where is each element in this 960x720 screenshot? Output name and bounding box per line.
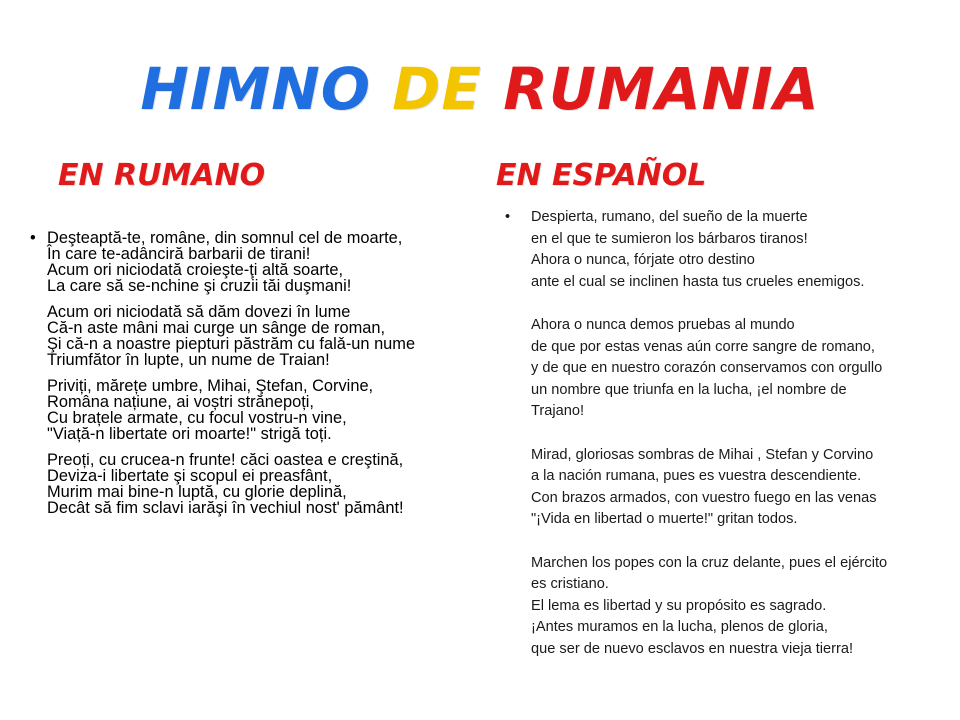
spanish-stanza-4: Marchen los popes con la cruz delante, pues el ejército es cristiano. El lema es libertad y su propósito es sagrado. ¡Antes muramos en la lucha, plenos de gloria, que ser de nuevo esclavos en nuestra vieja tierra! [531, 554, 888, 657]
spanish-lyrics-item [505, 207, 945, 660]
bullet-icon: • [30, 229, 36, 247]
romanian-stanza-1: Deşteaptă-te, române, din somnul cel de moarte, În care te-adânciră barbarii de tirani! Acum ori niciodată croieşte-ţi altă soarte, La care să se-nchine şi cruzii tăi duşmani! [47, 229, 403, 295]
title-word-rumania: RUMANIA [503, 55, 820, 123]
spanish-stanza-3: Mirad, gloriosas sombras de Mihai , Stefan y Corvino a la nación rumana, pues es vuestra descendiente. Con brazos armados, con vuestro fuego en las venas "¡Vida en libertad o muerte!" gritan todos. [531, 446, 877, 528]
bullet-icon: • [505, 209, 511, 225]
spanish-stanza-2: Ahora o nunca demos pruebas al mundo de que por estas venas aún corre sangre de romano, y de que en nuestro corazón conservamos con orgullo un nombre que triunfa en la lucha, ¡el nombre de Trajano! [531, 316, 883, 420]
title-word-himno: HIMNO [140, 55, 372, 123]
title-word-de: DE [392, 55, 483, 123]
romanian-stanza-3: Priviți, mărețe umbre, Mihai, Ştefan, Corvine, Româna națiune, ai voștri strănepoți, Cu brațele armate, cu focul vostru-n vine, "Viață-n libertate ori moarte!" strigă toți. [47, 377, 374, 443]
spanish-stanza-1: Despierta, rumano, del sueño de la muerte en el que te sumieron los bárbaros tiranos! Ahora o nunca, fórjate otro destino ante el cual se inclinen hasta tus crueles enemigos. [531, 209, 865, 290]
romanian-column-heading: EN RUMANO [58, 158, 266, 193]
romanian-stanza-4: Preoți, cu crucea-n frunte! căci oastea e creştină, Deviza-i libertate şi scopul ei preasfânt, Murim mai bine-n luptă, cu glorie deplină, Decât să fim sclavi iarăşi în vechiul nost' pământ! [47, 451, 404, 517]
romanian-lyrics-item [30, 230, 470, 516]
spanish-column-heading: EN ESPAÑOL [496, 158, 707, 193]
spanish-lyrics [505, 207, 945, 660]
romanian-lyrics [30, 230, 470, 516]
page-title [0, 55, 960, 123]
romanian-stanza-2: Acum ori niciodată să dăm dovezi în lume Că-n aste mâni mai curge un sânge de roman, Şi că-n a noastre piepturi păstrăm cu falǎ-un nume Triumfător în lupte, un nume de Traian! [47, 303, 416, 369]
